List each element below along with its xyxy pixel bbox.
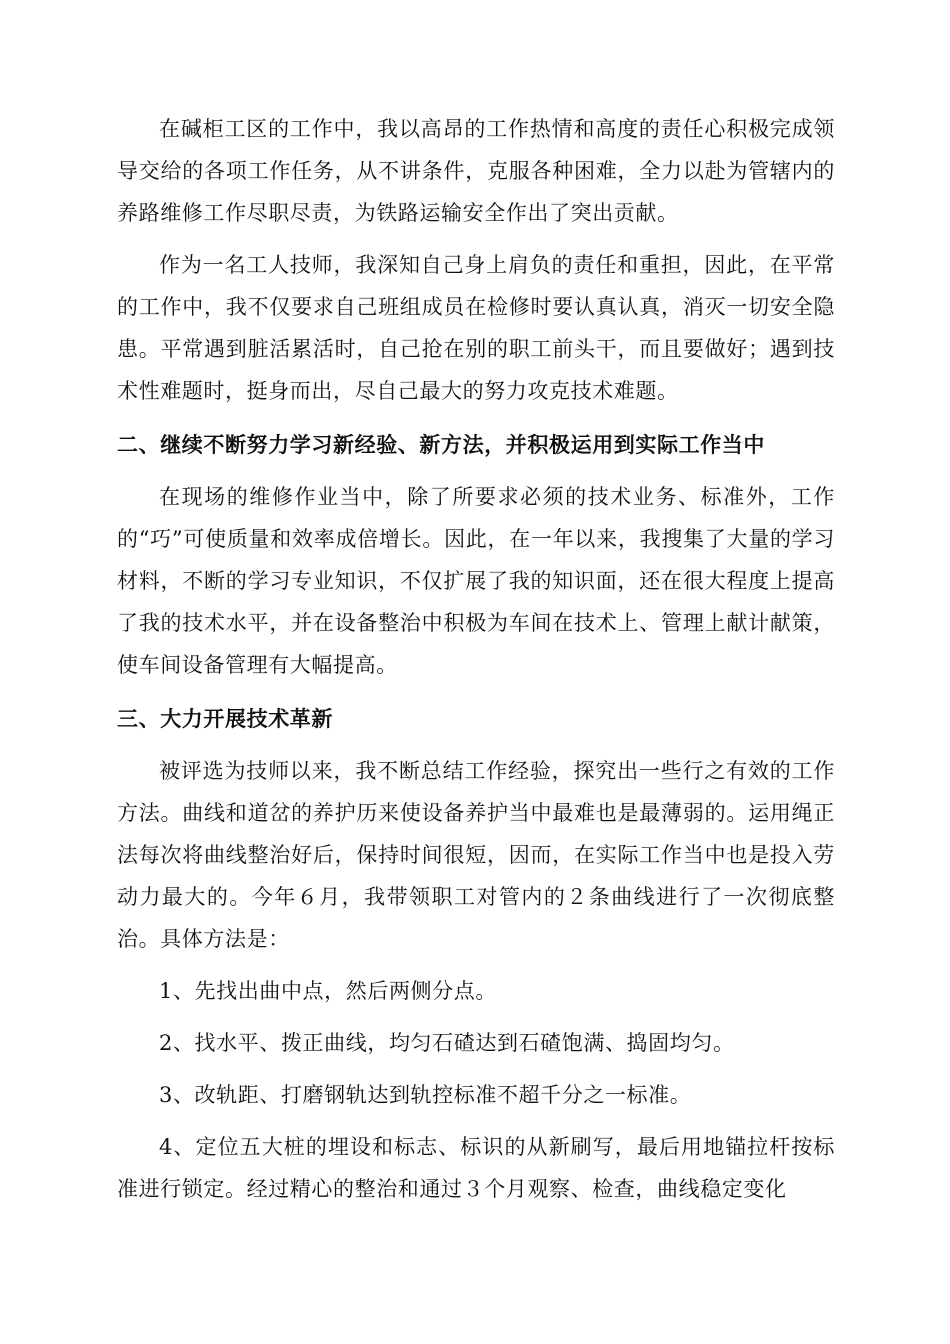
list-item-step-2: 2、找水平、拨正曲线，均匀石碴达到石碴饱满、捣固均匀。: [159, 1031, 735, 1055]
paragraph-work-area: 在碱柜工区的工作中，我以高昂的工作热情和高度的责任心积极完成领导交给的各项工作任务，从不讲条件，克服各种困难，全力以赴为管辖内的养路维修工作尽职尽责，为铁路运输安全作出了突出贡献。: [117, 117, 835, 225]
list-item-step-1: 1、先找出曲中点，然后两侧分点。: [159, 979, 497, 1003]
list-item-step-3: 3、改轨距、打磨钢轨达到轨控标准不超千分之一标准。: [159, 1083, 692, 1107]
section-heading-learning: 二、继续不断努力学习新经验、新方法，并积极运用到实际工作当中: [117, 432, 765, 457]
document-page: [117, 108, 835, 1210]
paragraph-learning: 在现场的维修作业当中，除了所要求必须的技术业务、标准外，工作的“巧”可使质量和效率成倍增长。因此，在一年以来，我搜集了大量的学习材料，不断的学习专业知识，不仅扩展了我的知识面，还在很大程度上提高了我的技术水平，并在设备整治中积极为车间在技术上、管理上献计献策，使车间设备管理有大幅提高。: [117, 485, 835, 677]
section-heading-innovation: 三、大力开展技术革新: [117, 706, 333, 731]
paragraph-technician-duty: 作为一名工人技师，我深知自己身上肩负的责任和重担，因此，在平常的工作中，我不仅要求自己班组成员在检修时要认真认真，消灭一切安全隐患。平常遇到脏活累活时，自己抢在别的职工前头干，而且要做好；遇到技术性难题时，挺身而出，尽自己最大的努力攻克技术难题。: [117, 253, 835, 403]
paragraph-innovation: 被评选为技师以来，我不断总结工作经验，探究出一些行之有效的工作方法。曲线和道岔的养护历来使设备养护当中最难也是最薄弱的。运用绳正法每次将曲线整治好后，保持时间很短，因而，在实际工作当中也是投入劳动力最大的。今年６月，我带领职工对管内的２条曲线进行了一次彻底整治。具体方法是：: [117, 759, 835, 951]
list-item-step-4: 4、定位五大桩的埋设和标志、标识的从新刷写，最后用地锚拉杆按标准进行锁定。经过精心的整治和通过３个月观察、检查，曲线稳定变化: [117, 1135, 835, 1201]
